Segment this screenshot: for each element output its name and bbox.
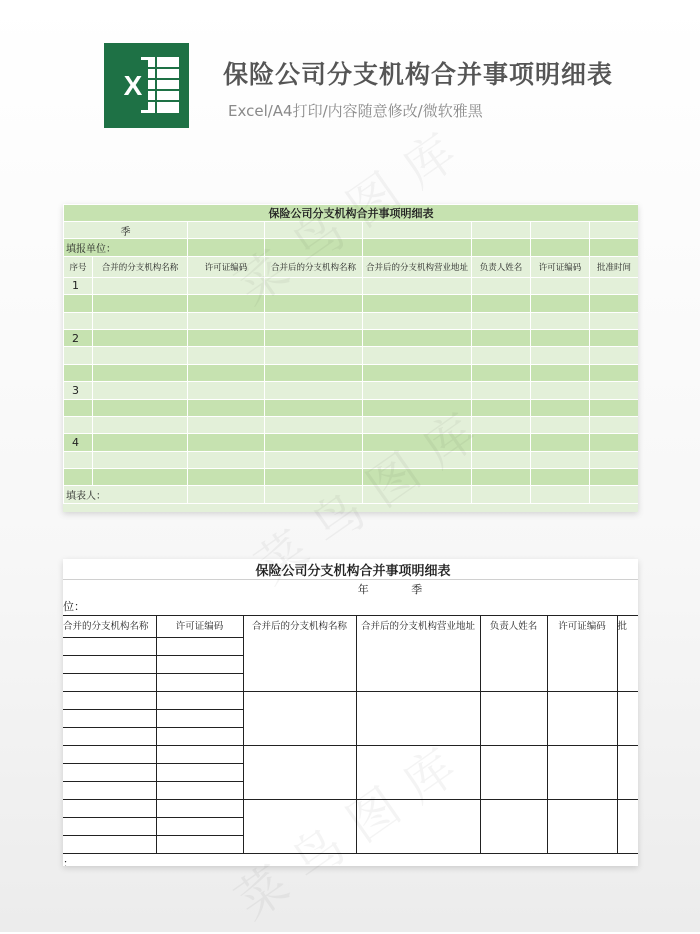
table-row xyxy=(64,347,639,364)
sheet2-footer-label: ： xyxy=(63,856,74,866)
col-header: 许可证编码 xyxy=(156,616,243,638)
sheet2-period xyxy=(243,580,547,598)
col-header: 负责人姓名 xyxy=(480,616,547,638)
table-row xyxy=(63,746,638,764)
col-header: 序号 xyxy=(64,256,93,277)
col-header: 负责人姓名 xyxy=(472,256,531,277)
col-header: 许可证编码 xyxy=(188,256,265,277)
page-title: 保险公司分支机构合并事项明细表 xyxy=(223,60,614,89)
table-row xyxy=(63,638,638,656)
excel-logo-icon xyxy=(104,43,189,128)
table-row xyxy=(64,399,639,416)
white-sheet-preview xyxy=(63,559,638,866)
sheet2-season: 季 xyxy=(411,582,423,596)
sheet2-unit-row xyxy=(63,597,638,616)
sheet1-title-row xyxy=(64,205,639,222)
sheet1-title: 保险公司分支机构合并事项明细表 xyxy=(64,205,639,222)
col-header: 合并的分支机构名称 xyxy=(93,256,188,277)
table-row xyxy=(64,364,639,381)
sheet2-title-row xyxy=(63,559,638,580)
table-row xyxy=(64,312,639,329)
sheet1-unit-row xyxy=(64,239,639,256)
sheet2-unit-label: 位： xyxy=(63,597,156,616)
row-number: 2 xyxy=(64,329,93,346)
sheet2-footer-row xyxy=(63,854,638,867)
sheet2-title: 保险公司分支机构合并事项明细表 xyxy=(63,559,638,580)
table-row xyxy=(64,451,639,468)
page-subtitle: Excel/A4打印/内容随意修改/微软雅黑 xyxy=(228,102,483,120)
green-sheet-preview xyxy=(63,204,638,512)
col-header: 批准时间 xyxy=(590,256,639,277)
table-row xyxy=(63,800,638,818)
col-header: 合并后的分支机构营业地址 xyxy=(356,616,480,638)
sheet1-season-row xyxy=(64,222,639,239)
table-row xyxy=(63,692,638,710)
table-row xyxy=(64,329,639,346)
sheet2-period-row xyxy=(63,580,638,598)
table-row xyxy=(64,382,639,399)
sheet1-header-row xyxy=(64,256,639,277)
sheet1-season: 季 xyxy=(64,222,188,239)
col-header: 合并后的分支机构营业地址 xyxy=(363,256,472,277)
row-number: 4 xyxy=(64,434,93,451)
table-row xyxy=(64,434,639,451)
table-row xyxy=(64,295,639,312)
sheet1-footer-row xyxy=(64,486,639,503)
row-number: 1 xyxy=(64,277,93,294)
col-header: 合并后的分支机构名称 xyxy=(243,616,356,638)
table-row xyxy=(64,469,639,486)
col-header: 合并的分支机构名称 xyxy=(63,616,156,638)
table-row xyxy=(64,416,639,433)
sheet1-unit-label: 填报单位： xyxy=(64,239,188,256)
white-table xyxy=(63,559,638,866)
row-number: 3 xyxy=(64,382,93,399)
sheet2-year: 年 xyxy=(357,582,369,596)
table-row xyxy=(64,277,639,294)
col-header: 许可证编码 xyxy=(531,256,590,277)
col-header: 合并后的分支机构名称 xyxy=(265,256,363,277)
sheet2-header-row xyxy=(63,616,638,638)
sheet1-filler-label: 填表人： xyxy=(64,486,188,503)
logo-letter: X xyxy=(123,70,143,101)
green-table xyxy=(63,204,638,504)
col-header: 许可证编码 xyxy=(547,616,617,638)
col-header: 批 xyxy=(617,621,628,632)
